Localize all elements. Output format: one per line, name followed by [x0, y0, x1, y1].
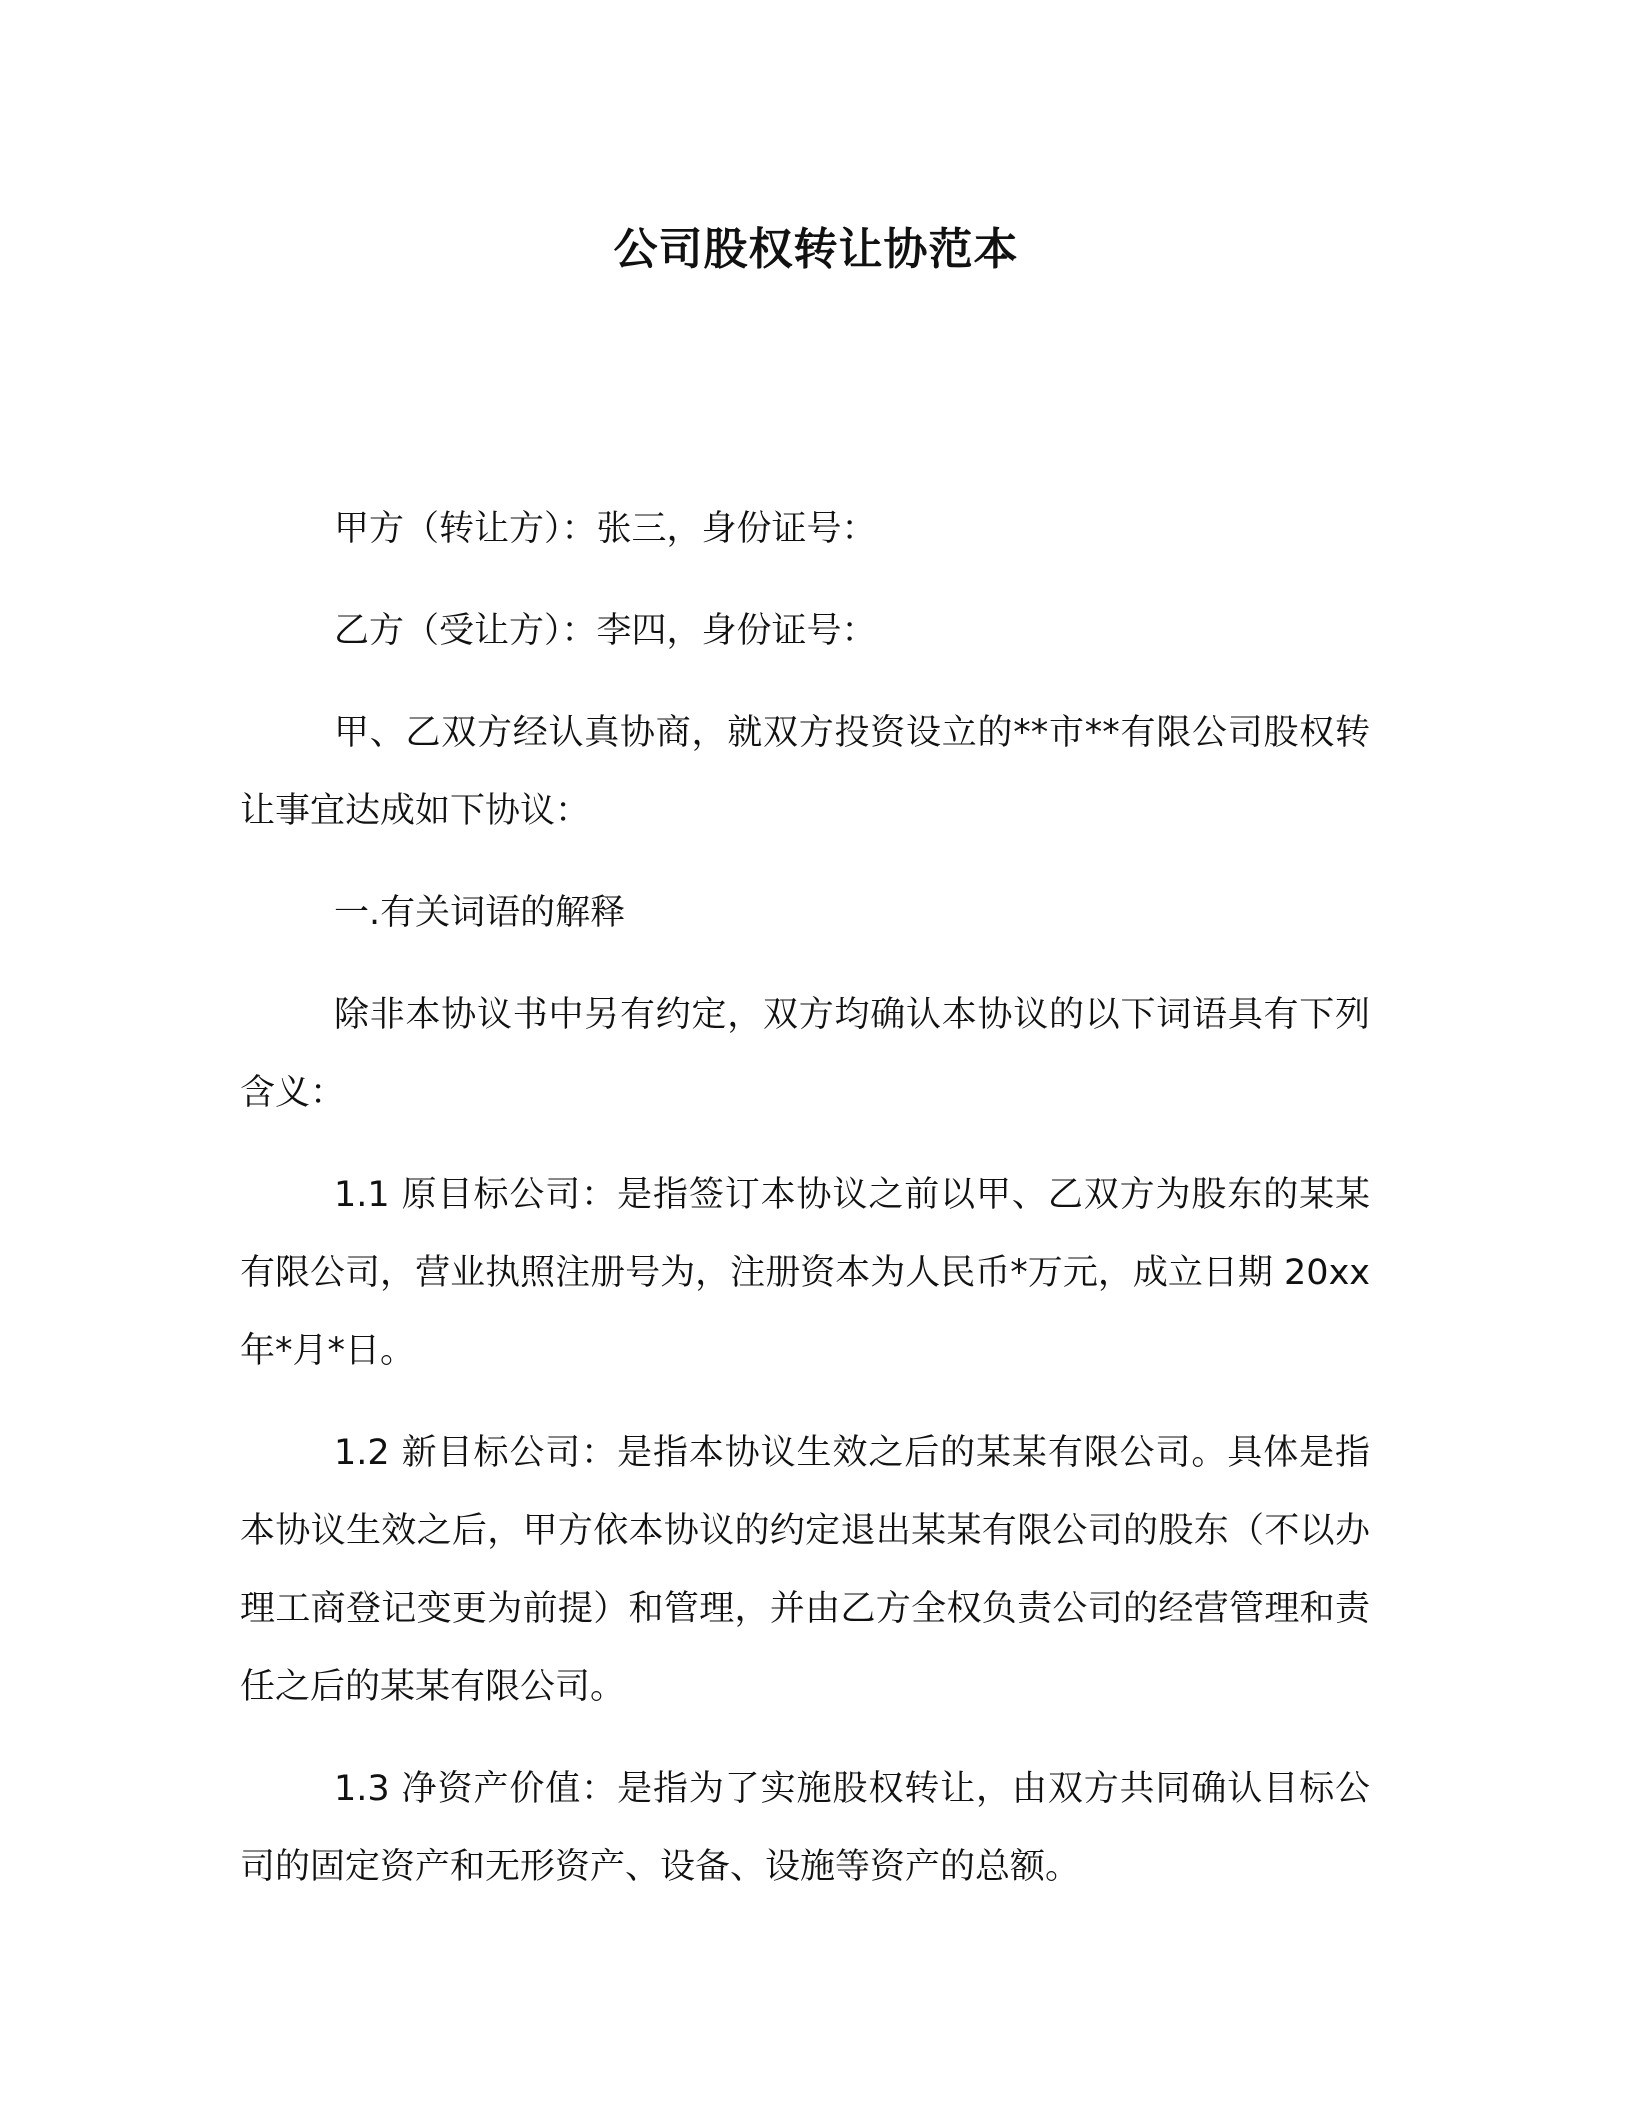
- preamble-paragraph: 甲、乙双方经认真协商，就双方投资设立的**市**有限公司股权转让事宜达成如下协议：: [240, 713, 1370, 831]
- section-heading-definitions: 一.有关词语的解释: [334, 893, 626, 933]
- document-body: [240, 490, 1370, 1930]
- clause-1-2-paragraph: 1.2 新目标公司：是指本协议生效之后的某某有限公司。具体是指本协议生效之后，甲方依本协议的约定退出某某有限公司的股东（不以办理工商登记变更为前提）和管理，并由乙方全权负责公司的经营管理和责任之后的某某有限公司。: [240, 1433, 1370, 1707]
- document-title: 公司股权转让协范本: [613, 224, 1019, 275]
- party-a-line: 甲方（转让方）：张三，身份证号：: [334, 509, 877, 549]
- clause-1-1-paragraph: 1.1 原目标公司：是指签订本协议之前以甲、乙双方为股东的某某有限公司，营业执照注册号为，注册资本为人民币*万元，成立日期 20xx 年*月*日。: [240, 1175, 1370, 1371]
- definitions-intro-paragraph: 除非本协议书中另有约定，双方均确认本协议的以下词语具有下列含义：: [240, 995, 1370, 1113]
- clause-1-3-paragraph: 1.3 净资产价值：是指为了实施股权转让，由双方共同确认目标公司的固定资产和无形资产、设备、设施等资产的总额。: [240, 1769, 1370, 1887]
- party-b-line: 乙方（受让方）：李四，身份证号：: [334, 611, 877, 651]
